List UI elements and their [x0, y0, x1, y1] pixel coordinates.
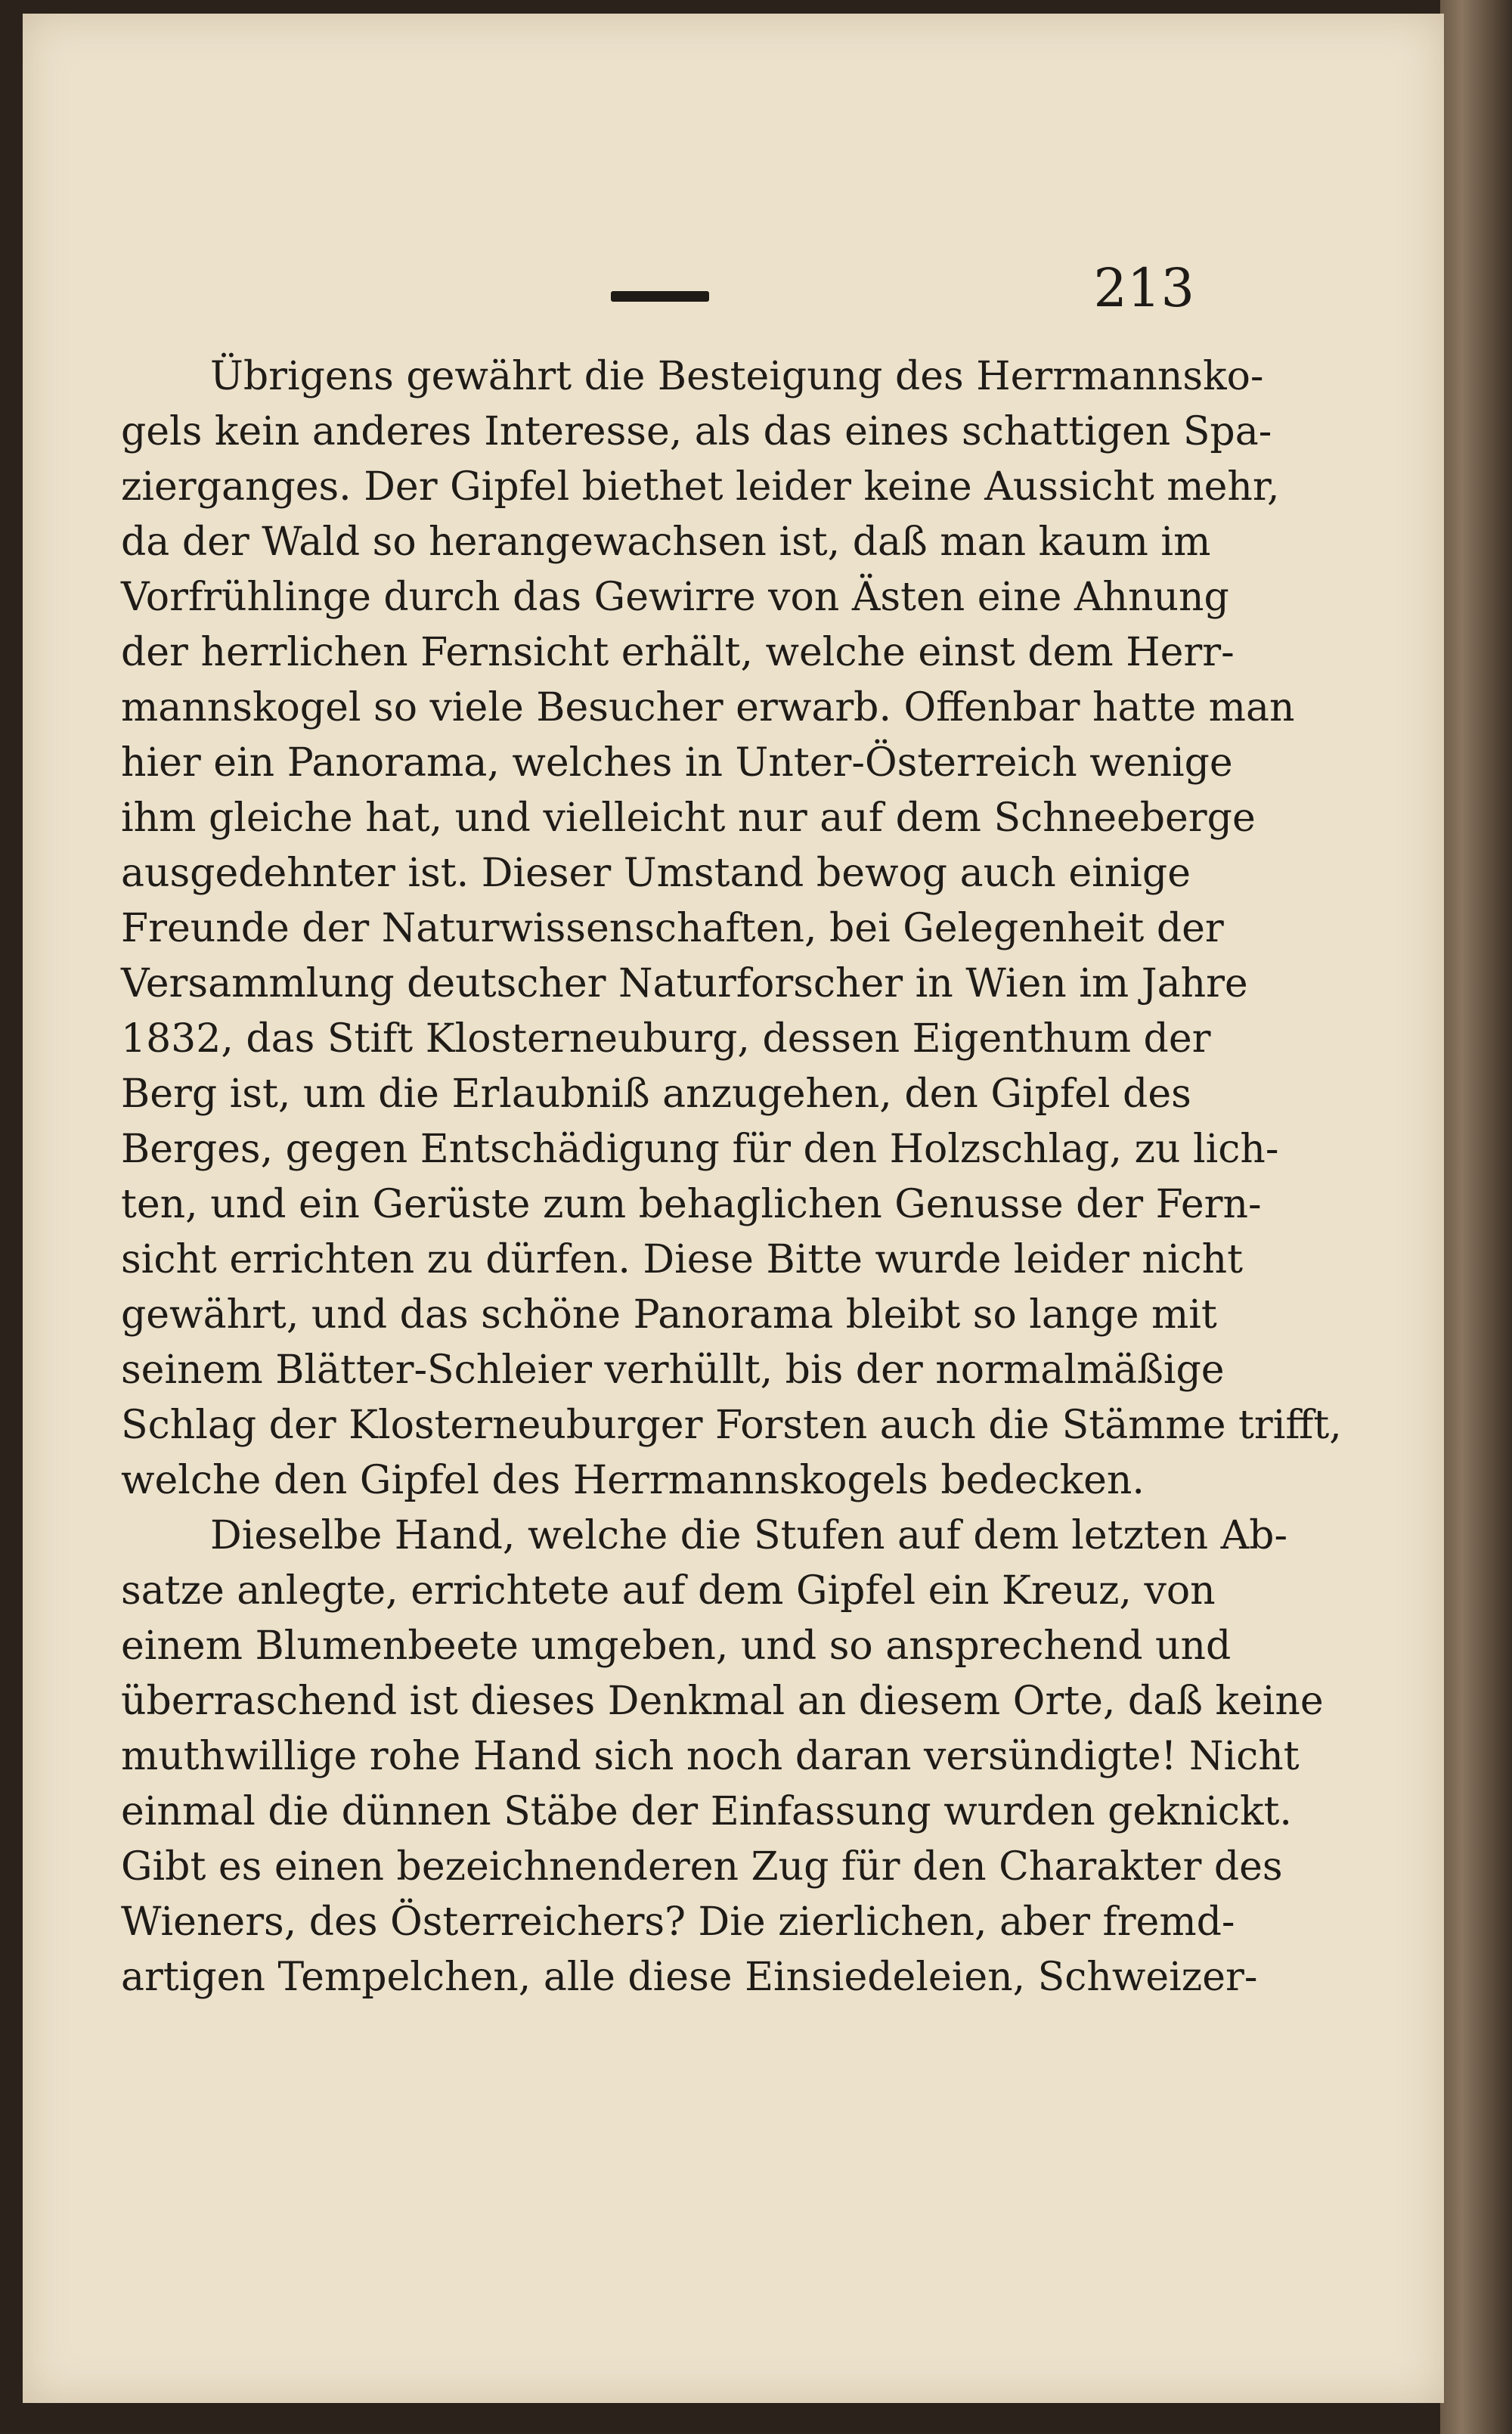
text-line: der herrlichen Fernsicht erhält, welche einst dem Herr-	[121, 630, 1235, 675]
text-line: einem Blumenbeete umgeben, und so ansprechend und	[121, 1623, 1232, 1669]
text-line: Dieselbe Hand, welche die Stufen auf dem letzten Ab-	[210, 1513, 1288, 1558]
text-line: sicht errichten zu dürfen. Diese Bitte wurde leider nicht	[121, 1237, 1243, 1282]
text-line: Versammlung deutscher Naturforscher in Wien im Jahre	[121, 961, 1248, 1006]
text-line: hier ein Panorama, welches in Unter-Österreich wenige	[121, 740, 1233, 786]
text-line: gels kein anderes Interesse, als das eines schattigen Spa-	[121, 409, 1272, 454]
text-line: gewährt, und das schöne Panorama bleibt so lange mit	[121, 1292, 1217, 1338]
text-line: Berg ist, um die Erlaubniß anzugehen, den Gipfel des	[121, 1071, 1191, 1117]
text-line: überraschend ist dieses Denkmal an diesem Orte, daß keine	[121, 1679, 1324, 1724]
text-line: Gibt es einen bezeichnenderen Zug für den Charakter des	[121, 1844, 1283, 1890]
text-line: Übrigens gewährt die Besteigung des Herrmannsko-	[210, 354, 1264, 399]
text-line: ihm gleiche hat, und vielleicht nur auf dem Schneeberge	[121, 795, 1256, 841]
text-line: ten, und ein Gerüste zum behaglichen Genusse der Fern-	[121, 1182, 1262, 1227]
text-line: Vorfrühlinge durch das Gewirre von Ästen eine Ahnung	[121, 575, 1229, 620]
text-line: Berges, gegen Entschädigung für den Holzschlag, zu lich-	[121, 1127, 1279, 1172]
text-line: mannskogel so viele Besucher erwarb. Offenbar hatte man	[121, 685, 1295, 730]
body-text	[121, 349, 1342, 2005]
text-line: Wieners, des Österreichers? Die zierlichen, aber fremd-	[121, 1899, 1235, 1945]
text-line: muthwillige rohe Hand sich noch daran versündigte! Nicht	[121, 1734, 1300, 1779]
text-line: Schlag der Klosterneuburger Forsten auch die Stämme trifft,	[121, 1403, 1342, 1448]
header-rule	[611, 291, 709, 302]
text-line: artigen Tempelchen, alle diese Einsiedeleien, Schweizer-	[121, 1955, 1258, 2000]
text-line: da der Wald so herangewachsen ist, daß man kaum im	[121, 519, 1211, 565]
page-number: 213	[1093, 257, 1194, 319]
text-line: Freunde der Naturwissenschaften, bei Gelegenheit der	[121, 906, 1224, 951]
text-line: welche den Gipfel des Herrmannskogels bedecken.	[121, 1458, 1145, 1503]
text-line: 1832, das Stift Klosterneuburg, dessen Eigenthum der	[121, 1016, 1211, 1062]
text-line: satze anlegte, errichtete auf dem Gipfel ein Kreuz, von	[121, 1568, 1216, 1614]
text-line: seinem Blätter-Schleier verhüllt, bis der normalmäßige	[121, 1347, 1225, 1393]
text-line: ausgedehnter ist. Dieser Umstand bewog auch einige	[121, 851, 1191, 896]
text-line: einmal die dünnen Stäbe der Einfassung wurden geknickt.	[121, 1789, 1292, 1834]
book-edge	[1440, 0, 1512, 2434]
text-line: zierganges. Der Gipfel biethet leider keine Aussicht mehr,	[121, 464, 1280, 510]
